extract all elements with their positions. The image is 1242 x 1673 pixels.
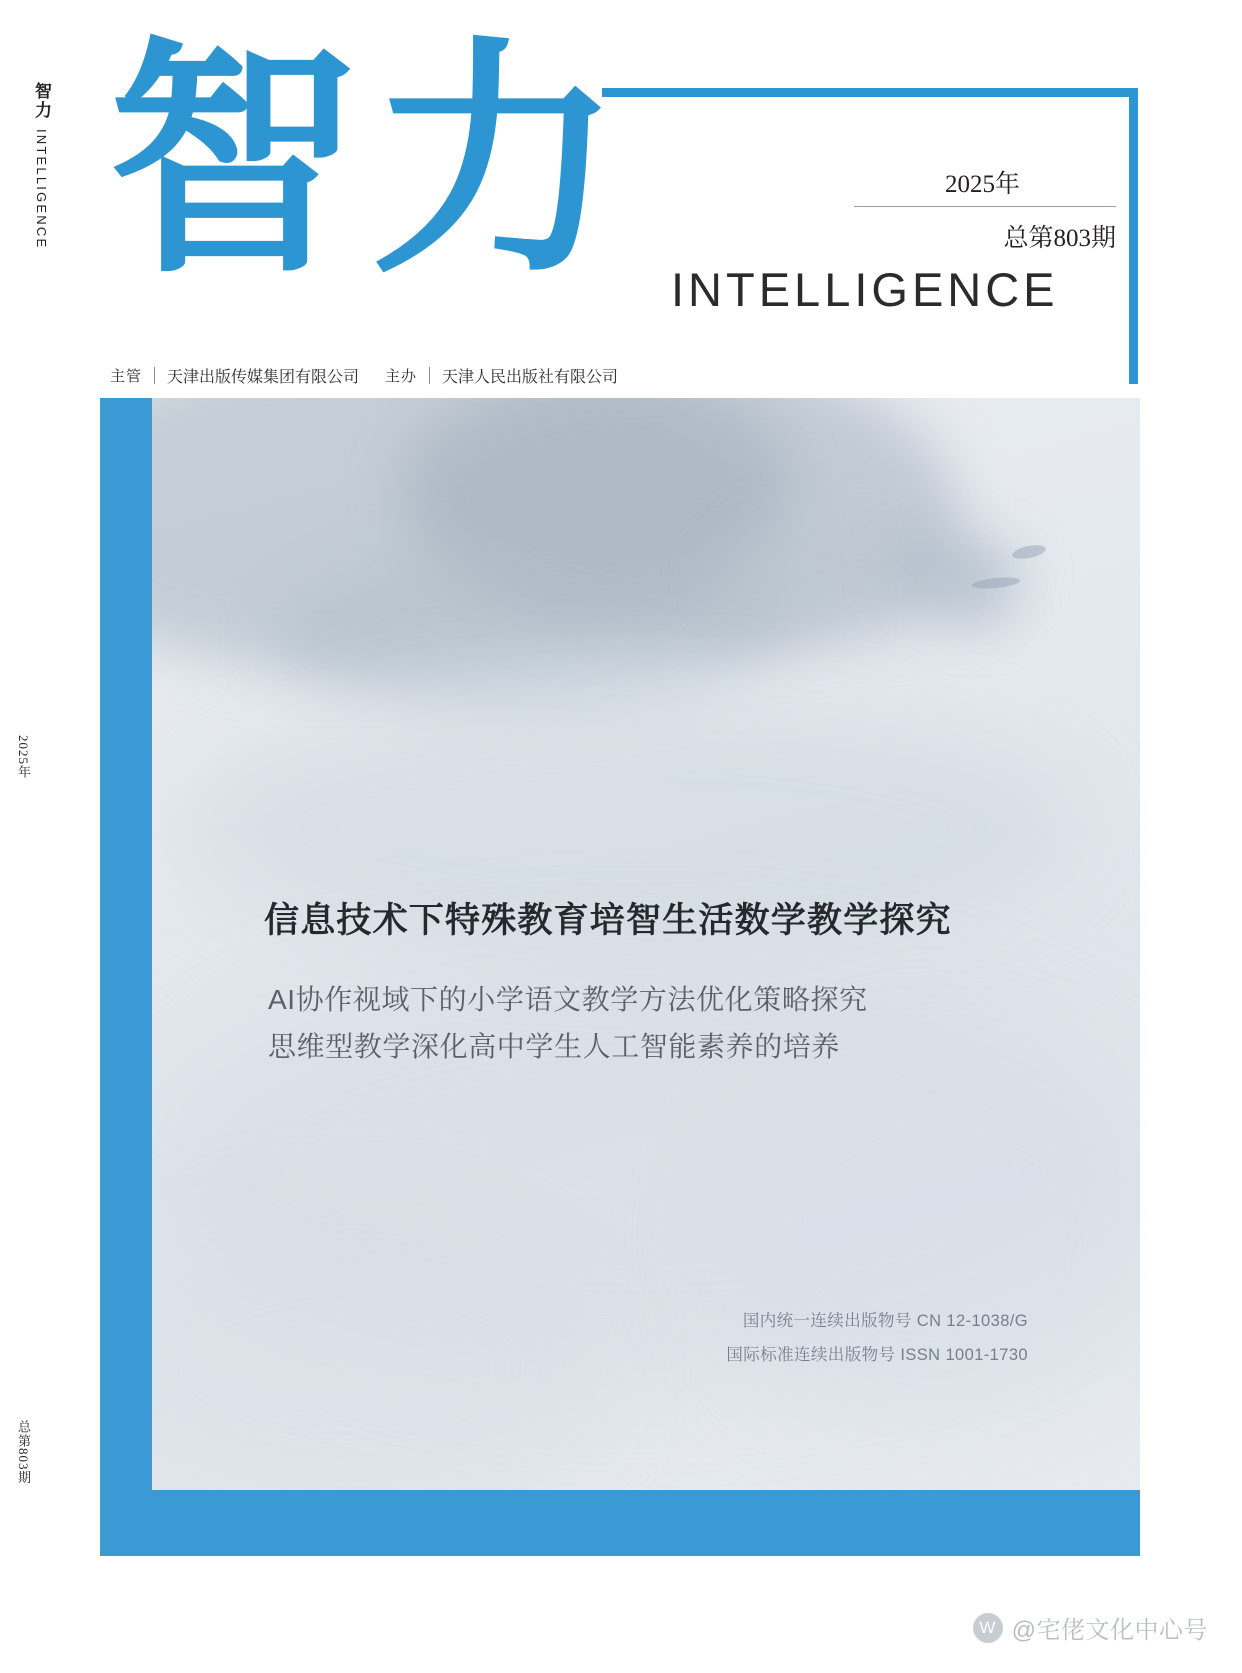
masthead (108, 26, 1138, 360)
supervisor-value: 天津出版传媒集团有限公司 (167, 369, 360, 386)
issue-divider (854, 206, 1116, 207)
ink-wash-5 (892, 548, 1022, 596)
spine-title (14, 82, 54, 250)
watermark-badge-icon: W (973, 1613, 1003, 1643)
cover-subheadline-list (268, 976, 1088, 1070)
cover-frame (100, 398, 1140, 1556)
spine-year: 2025年 (16, 735, 31, 779)
cover-artwork (152, 398, 1140, 1490)
ink-stroke-1 (1011, 543, 1047, 562)
issue-number: 总第803期 (1003, 225, 1116, 252)
spine-title-en: INTELLIGENCE (34, 129, 49, 250)
spine-issue: 总第803期 (16, 1420, 31, 1485)
cover-subheadline-2: 思维型教学深化高中学生人工智能素养的培养 (268, 1031, 841, 1062)
supervisor-label: 主管 (110, 368, 143, 385)
watermark (973, 1610, 1208, 1645)
magazine-logo-cn: 智力 (108, 26, 632, 303)
cover-subheadline-1: AI协作视域下的小学语文教学方法优化策略探究 (268, 984, 868, 1015)
magazine-logo-en: INTELLIGENCE (671, 263, 1059, 316)
spine-title-cn: 智力 (32, 82, 51, 120)
publisher-divider-1 (154, 367, 155, 384)
publisher-line (110, 364, 1110, 387)
publisher-divider-2 (429, 367, 430, 384)
issn-serial-number: 国际标准连续出版物号 ISSN 1001-1730 (726, 1346, 1028, 1364)
issue-year: 2025年 (944, 171, 1020, 198)
serial-number-block (726, 1304, 1028, 1372)
cover-headline: 信息技术下特殊教育培智生活数学教学探究 (264, 901, 952, 940)
watermark-text: @宅佬文化中心号 (1011, 1617, 1208, 1644)
organizer-label: 主办 (385, 368, 418, 385)
cn-serial-number: 国内统一连续出版物号 CN 12-1038/G (742, 1312, 1028, 1330)
organizer-value: 天津人民出版社有限公司 (442, 369, 619, 386)
ink-wash-6 (942, 594, 1012, 620)
